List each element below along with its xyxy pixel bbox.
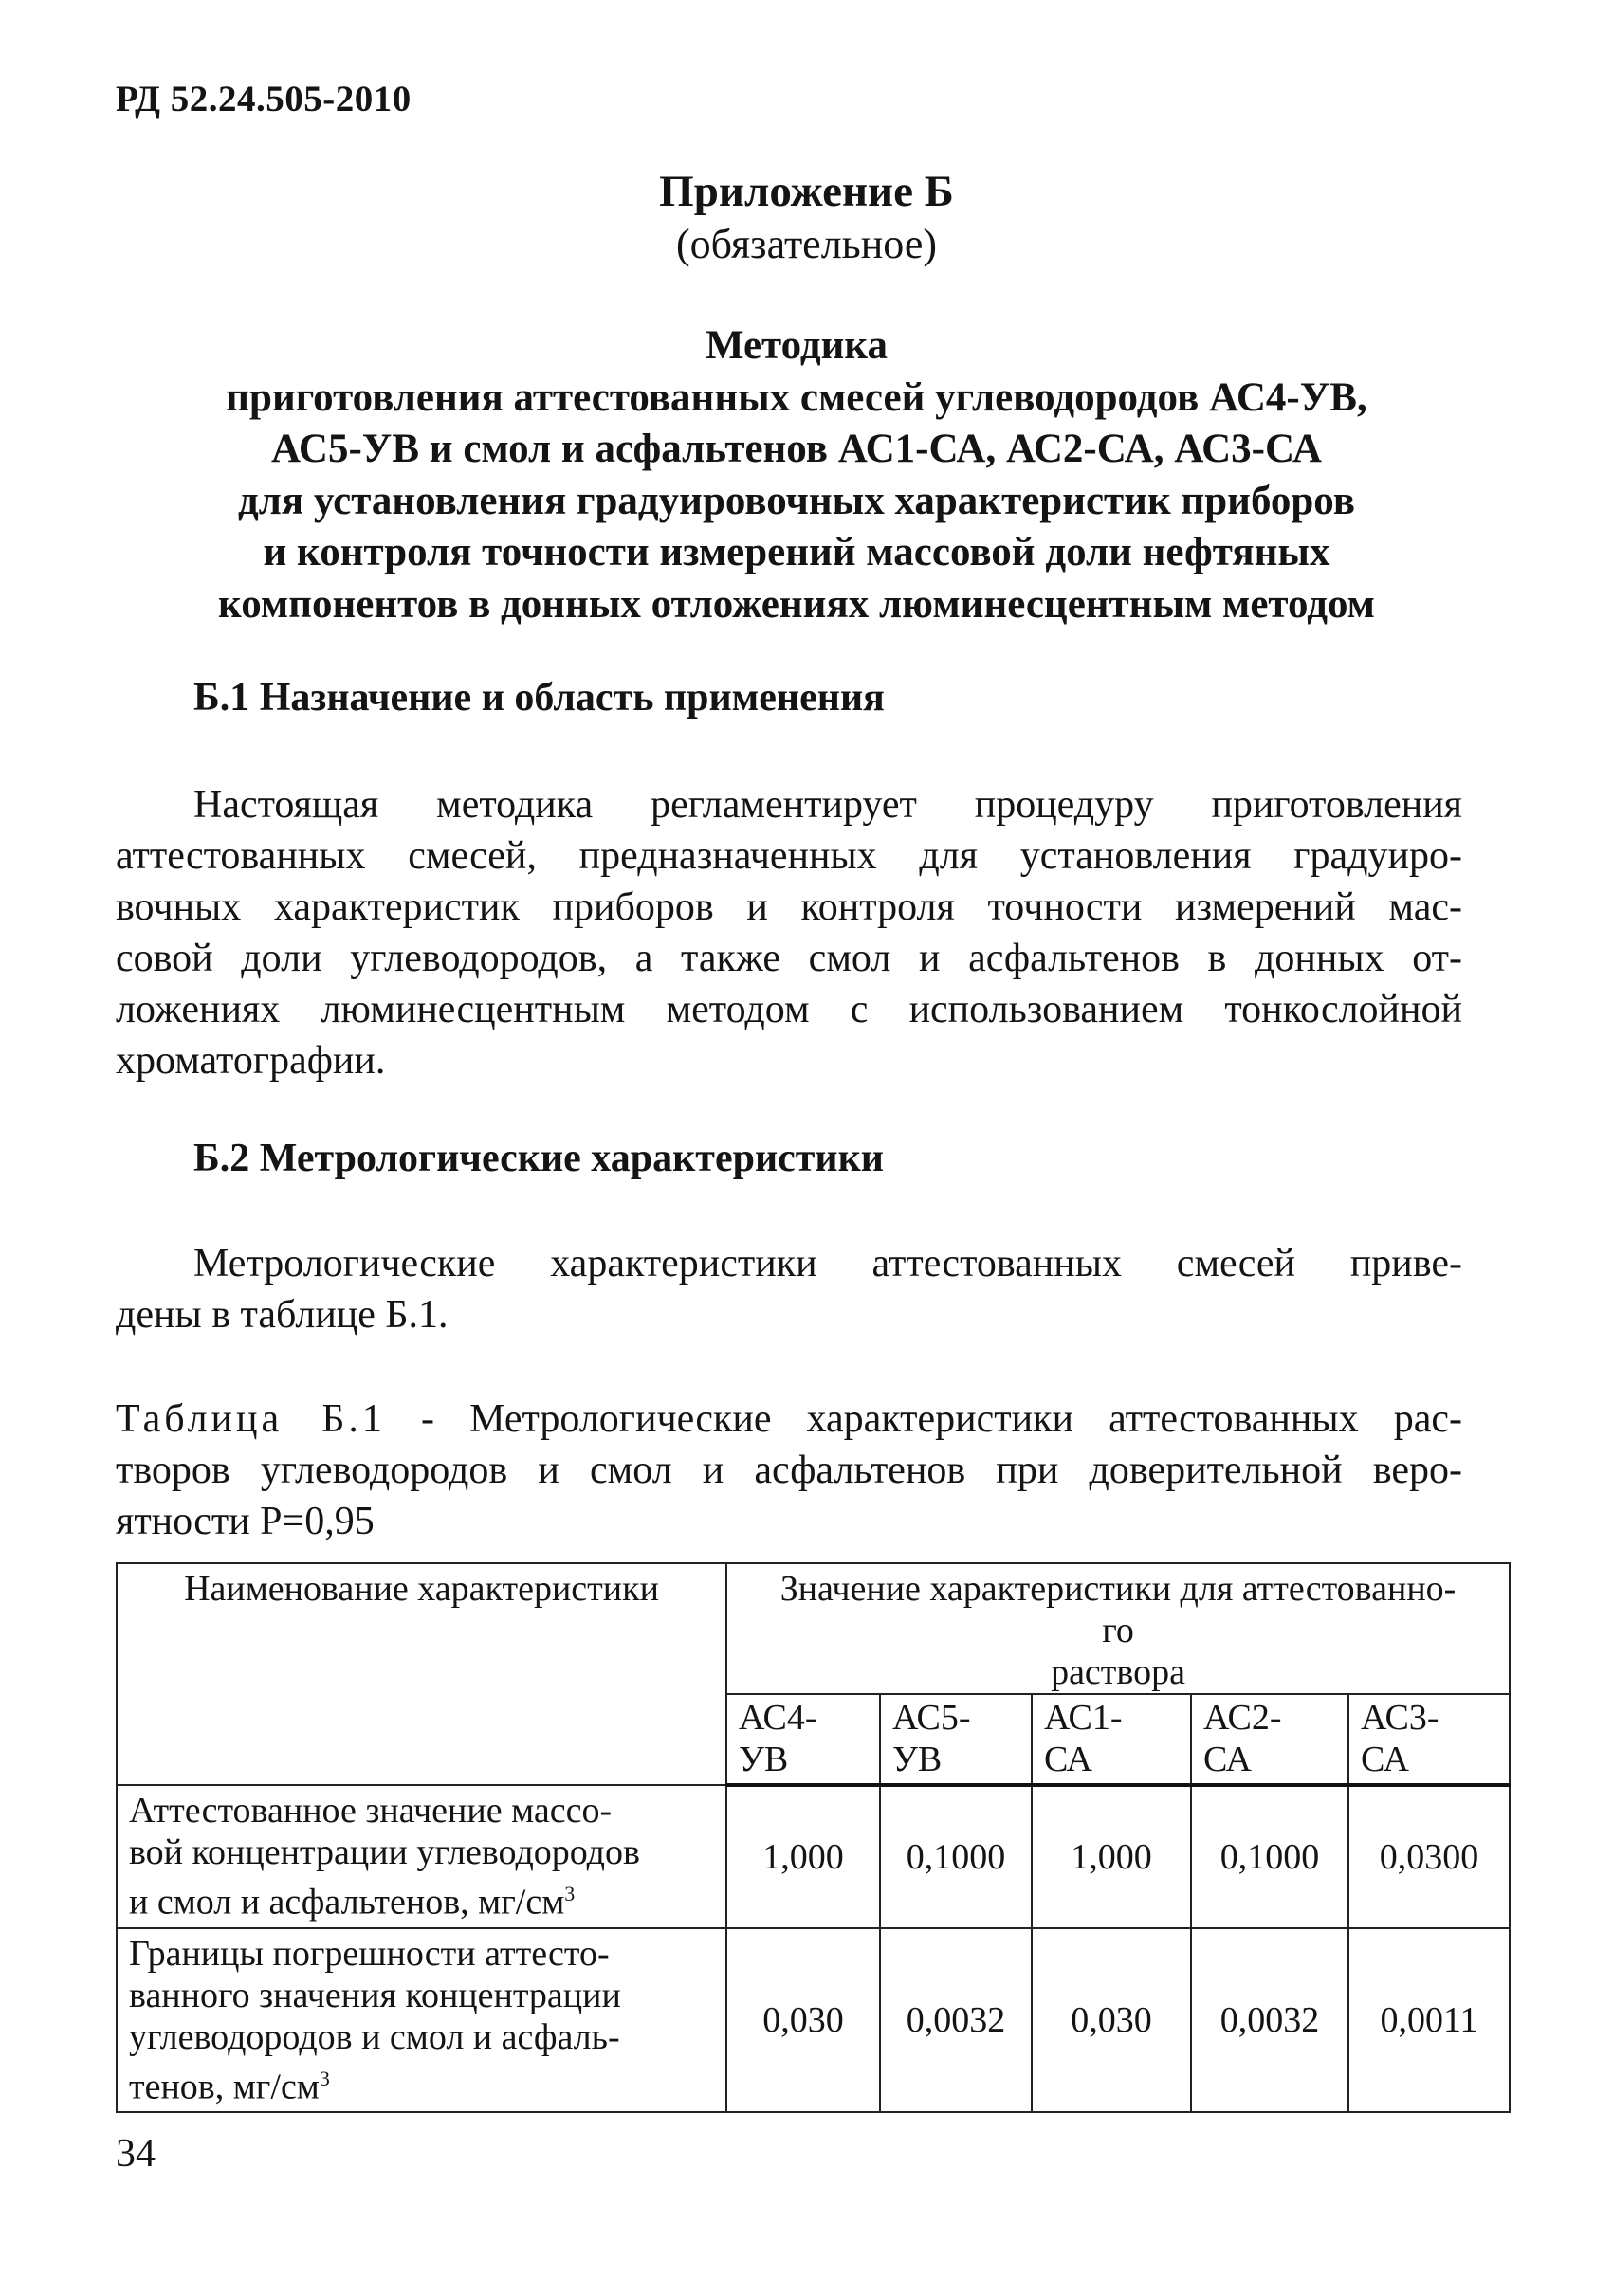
paragraph-line: совой доли углеводородов, а также смол и асфальтенов в донных от- [116, 937, 1462, 980]
method-title-line: приготовления аттестованных смесей углеводородов АС4-УВ, [226, 374, 1367, 420]
column-header-ac1-sa: АС1- СА [1032, 1694, 1191, 1785]
table-row [117, 1785, 1510, 1928]
column-header-ac2-sa: АС2- СА [1191, 1694, 1348, 1785]
name-column-header: Наименование характеристики [117, 1563, 726, 1785]
method-title-line: АС5-УВ и смол и асфальтенов АС1-СА, АС2-СА, АС3-СА [271, 427, 1322, 471]
table-cell: 0,1000 [880, 1785, 1032, 1928]
method-title-line: для установления градуировочных характеристик приборов [238, 478, 1355, 523]
paragraph-line: Метрологические характеристики аттестованных смесей приве- [193, 1242, 1462, 1285]
method-title-line: и контроля точности измерений массовой доли нефтяных [263, 530, 1330, 574]
page-number: 34 [116, 2132, 156, 2176]
column-header-ac3-sa: АС3- СА [1348, 1694, 1510, 1785]
paragraph-line: ложениях люминесцентным методом с использованием тонкослойной [116, 988, 1462, 1031]
caption-line: ятности Р=0,95 [116, 1500, 375, 1543]
caption-line [116, 1394, 1462, 1445]
paragraph-line: хроматографии. [116, 1039, 386, 1083]
table-caption [116, 1394, 1462, 1547]
paragraph-line: дены в таблице Б.1. [116, 1293, 449, 1337]
table-cell: 0,0032 [880, 1928, 1032, 2113]
section-1-heading: Б.1 Назначение и область применения [193, 676, 885, 720]
paragraph-line: аттестованных смесей, предназначенных для установления градуиро- [116, 834, 1462, 878]
method-title-line: компонентов в донных отложениях люминесцентным методом [218, 581, 1375, 627]
paragraph-line: Настоящая методика регламентирует процедуру приготовления [193, 783, 1462, 827]
table-cell: 1,000 [1032, 1785, 1191, 1928]
column-header-ac5-uv: АС5- УВ [880, 1694, 1032, 1785]
caption-text: - Метрологические характеристики аттестованных рас- [385, 1397, 1462, 1441]
table-cell: 0,030 [1032, 1928, 1191, 2113]
table-cell: 0,0011 [1348, 1928, 1510, 2113]
appendix-subtitle: (обязательное) [676, 221, 937, 267]
appendix-title: Приложение Б [659, 167, 954, 216]
caption-line: творов углеводородов и смол и асфальтенов при доверительной веро- [116, 1449, 1462, 1492]
metrology-table [116, 1562, 1511, 2113]
row-name-certified-value: Аттестованное значение массо- вой концентрации углеводородов и смол и асфальтенов, $мг/см^3$ [117, 1785, 726, 1928]
document-code: РД 52.24.505-2010 [116, 79, 412, 119]
table-cell: 0,0300 [1348, 1785, 1510, 1928]
section-1-paragraph [116, 779, 1462, 1086]
caption-label: Таблица Б.1 [116, 1397, 386, 1441]
section-2-paragraph [116, 1238, 1462, 1340]
row-name-error-bounds: Границы погрешности аттесто- ванного значения концентрации углеводородов и смол и асфаль- тенов, $мг/см^3$ [117, 1928, 726, 2113]
table-cell: 0,0032 [1191, 1928, 1348, 2113]
table-cell: 0,030 [726, 1928, 880, 2113]
table-cell: 0,1000 [1191, 1785, 1348, 1928]
value-column-header: Значение характеристики для аттестованно- го раствора [726, 1563, 1510, 1694]
table-cell: 1,000 [726, 1785, 880, 1928]
paragraph-line: вочных характеристик приборов и контроля точности измерений мас- [116, 885, 1462, 929]
method-title [133, 320, 1460, 630]
table-row [117, 1928, 1510, 2113]
column-header-ac4-uv: АС4- УВ [726, 1694, 880, 1785]
method-title-line: Методика [705, 323, 889, 368]
section-2-heading: Б.2 Метрологические характеристики [193, 1137, 885, 1180]
